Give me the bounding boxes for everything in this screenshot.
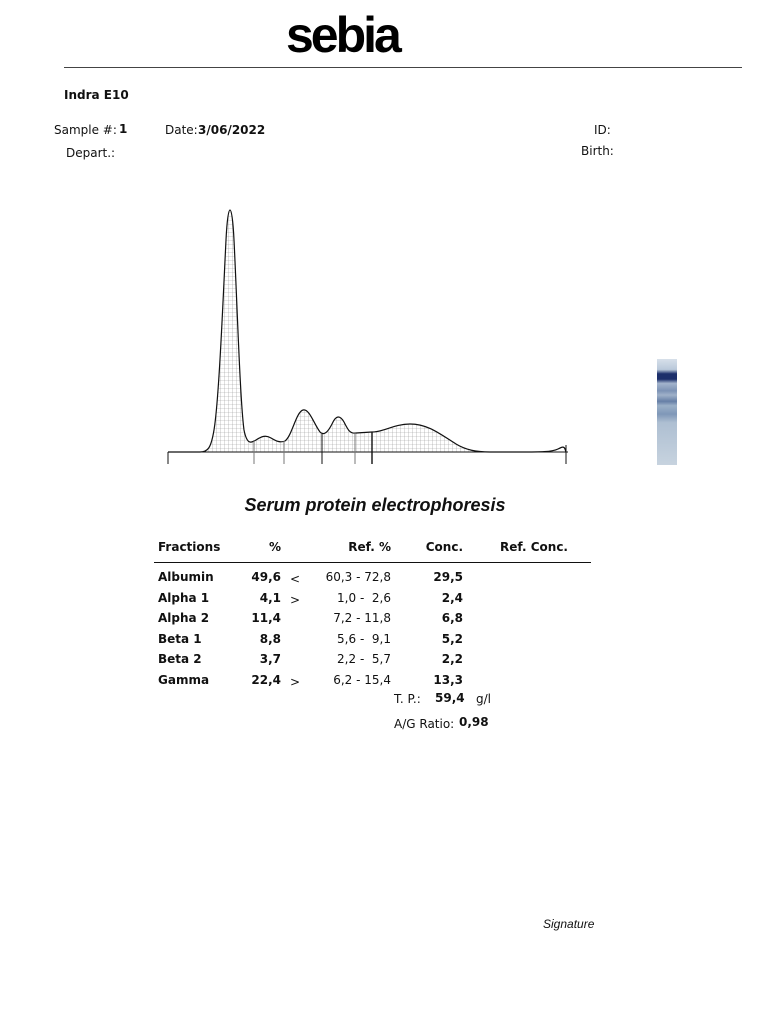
percent-cell: 8,8 — [259, 631, 281, 646]
conc-cell: 6,8 — [441, 611, 463, 625]
table-row — [155, 567, 568, 588]
table-header-row — [155, 537, 568, 557]
fraction-name-cell: Alpha 1 — [158, 590, 210, 605]
department-label: Depart.: — [66, 146, 116, 160]
range-flag-cell: < — [289, 572, 301, 586]
table-row — [155, 649, 568, 670]
sample-number-value: 1 — [119, 122, 128, 136]
sample-number-label: Sample #: — [54, 123, 117, 137]
conc-cell: 2,2 — [441, 652, 463, 666]
percent-cell: 4,1 — [259, 590, 281, 605]
range-flag-cell: > — [289, 674, 301, 689]
date-value: 3/06/2022 — [198, 123, 266, 137]
instrument-name: Indra E10 — [64, 88, 129, 102]
percent-cell: 3,7 — [259, 652, 281, 666]
total-protein-label: T. P.: — [394, 692, 421, 706]
col-header-ref-conc: Ref. Conc. — [500, 540, 568, 554]
signature-label: Signature — [543, 917, 595, 931]
percent-cell: 11,4 — [251, 611, 281, 625]
ref-percent-cell: 7,2 - 11,8 — [333, 611, 391, 625]
gel-strip-image — [657, 359, 677, 465]
ag-ratio-value: 0,98 — [459, 715, 489, 729]
birth-label: Birth: — [581, 144, 614, 158]
ref-percent-cell: 1,0 - 2,6 — [337, 590, 391, 605]
ref-conc-cell — [463, 670, 568, 691]
fraction-name-cell: Albumin — [158, 570, 214, 584]
conc-cell: 13,3 — [433, 672, 463, 687]
ref-conc-cell — [463, 629, 568, 650]
fraction-name-cell: Beta 2 — [158, 652, 202, 666]
table-row — [155, 588, 568, 609]
sebia-logo: sebia — [286, 7, 399, 63]
total-protein-value: 59,4 — [435, 691, 465, 705]
range-flag-cell — [281, 608, 309, 629]
col-header-percent: % — [268, 540, 281, 554]
range-flag-cell: > — [289, 592, 301, 607]
ref-conc-cell — [463, 588, 568, 609]
range-flag-cell — [281, 649, 309, 670]
table-row — [155, 608, 568, 629]
ref-percent-cell: 60,3 - 72,8 — [325, 570, 391, 584]
ref-percent-cell: 2,2 - 5,7 — [337, 652, 391, 666]
ref-percent-cell: 6,2 - 15,4 — [333, 672, 391, 687]
table-row — [155, 670, 568, 691]
range-flag-cell — [281, 629, 309, 650]
conc-cell: 5,2 — [441, 631, 463, 646]
id-label: ID: — [594, 123, 611, 137]
fraction-name-cell: Beta 1 — [158, 631, 202, 646]
fractions-table — [155, 537, 568, 690]
ref-percent-cell: 5,6 - 9,1 — [337, 631, 391, 646]
ref-conc-cell — [463, 649, 568, 670]
col-header-fractions: Fractions — [158, 540, 221, 554]
ref-conc-cell — [463, 608, 568, 629]
fraction-name-cell: Alpha 2 — [158, 611, 210, 625]
col-header-conc: Conc. — [425, 540, 463, 554]
table-row — [155, 629, 568, 650]
report-title: Serum protein electrophoresis — [244, 495, 506, 515]
percent-cell: 22,4 — [251, 672, 281, 687]
conc-cell: 2,4 — [441, 590, 463, 605]
ref-conc-cell — [463, 567, 568, 588]
col-header-ref-percent: Ref. % — [348, 540, 391, 554]
percent-cell: 49,6 — [251, 570, 281, 584]
total-protein-unit: g/l — [476, 692, 491, 706]
conc-cell: 29,5 — [433, 570, 463, 584]
fraction-name-cell: Gamma — [158, 672, 210, 687]
ag-ratio-label: A/G Ratio: — [394, 717, 455, 731]
date-label: Date: — [165, 123, 198, 137]
electrophoresis-curve — [0, 0, 768, 480]
